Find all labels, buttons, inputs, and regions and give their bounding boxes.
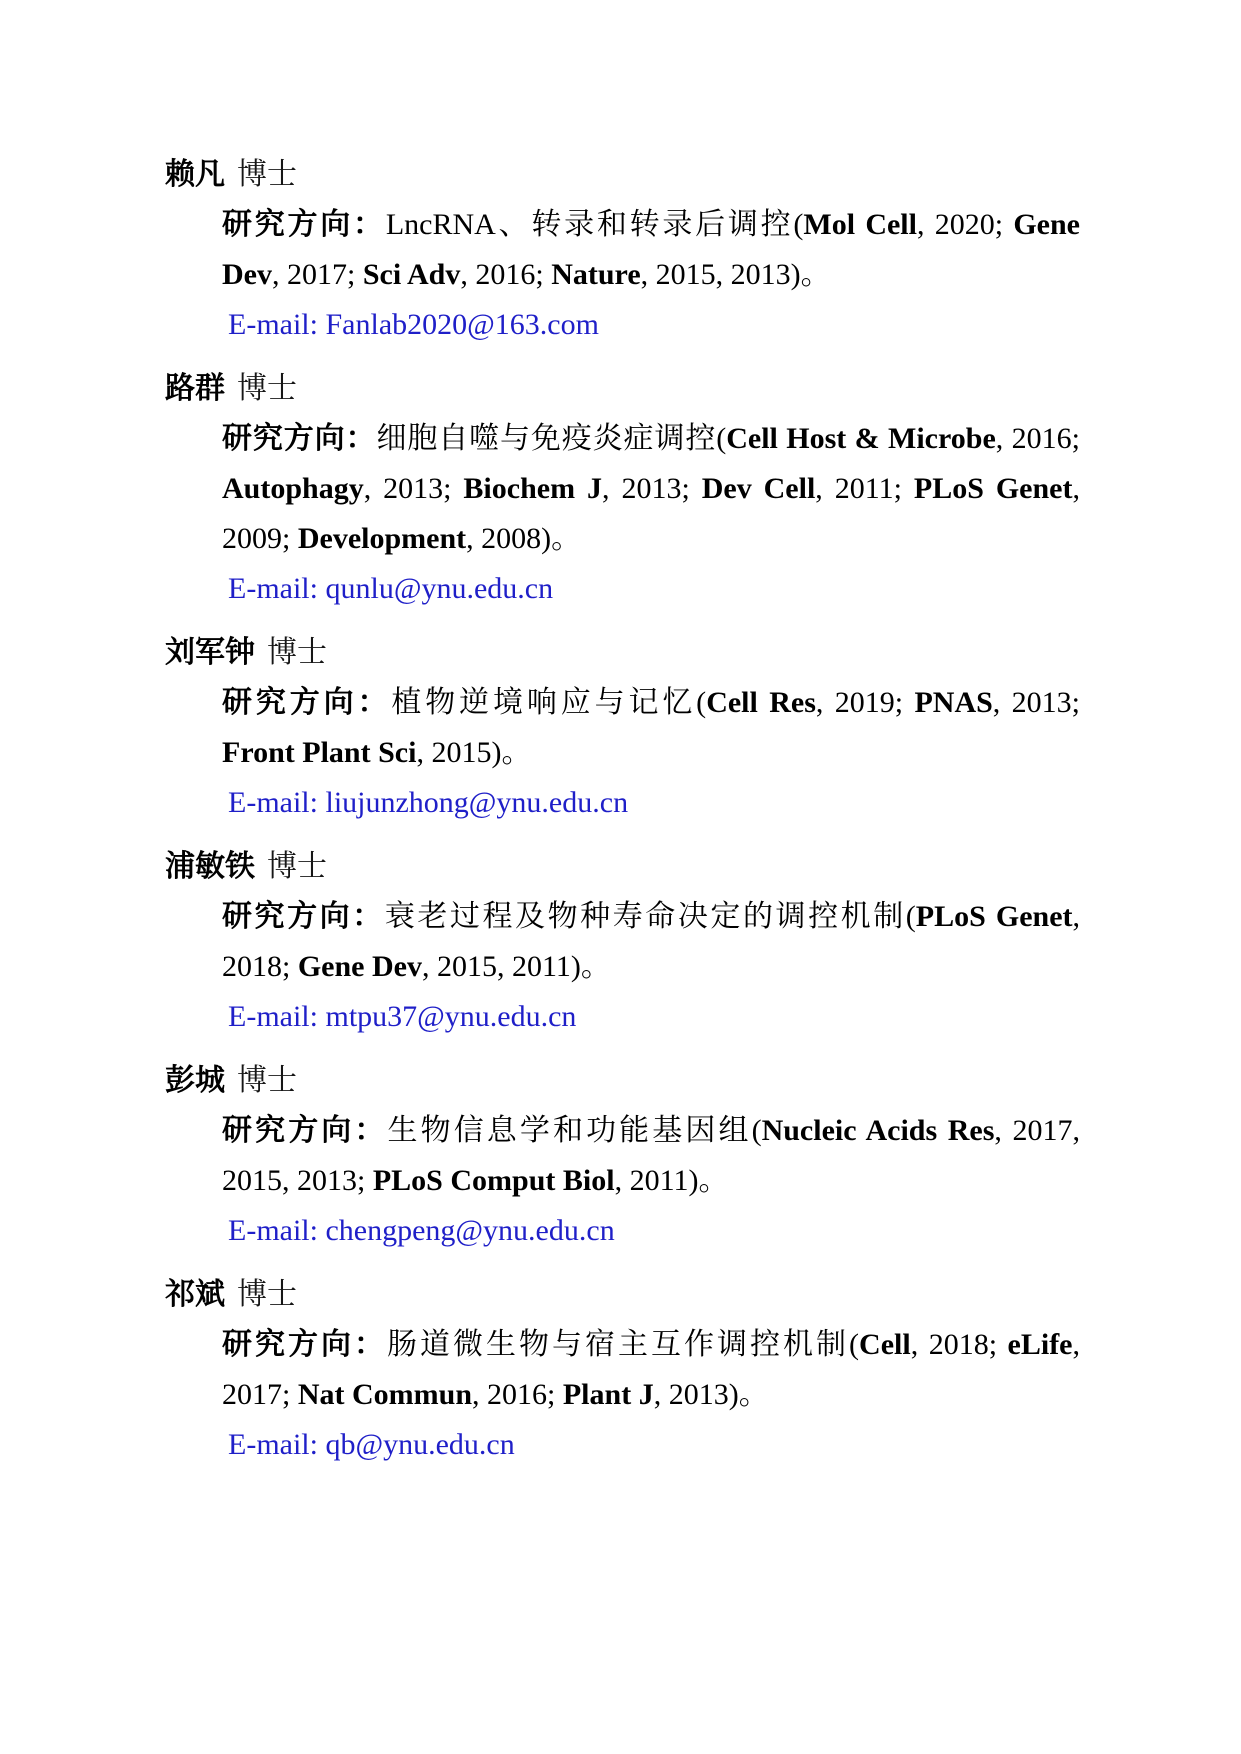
research-text-segment: , 2020; xyxy=(916,208,1014,241)
research-text-segment: , 2018; xyxy=(910,1328,1008,1361)
research-text-segment: , 2017, 2015, 2013; xyxy=(222,1114,1081,1197)
research-text-segment: , 2013; xyxy=(992,686,1081,719)
journal-name: Autophagy xyxy=(222,472,364,505)
research-direction-label: 研究方向： xyxy=(222,1328,388,1361)
member-email-line xyxy=(228,1420,1080,1470)
member-list xyxy=(165,150,1080,1470)
email-label: E-mail: xyxy=(228,572,326,605)
journal-name: Cell xyxy=(859,1328,911,1361)
member-doctor-title: 博士 xyxy=(237,1278,297,1311)
email-label: E-mail: xyxy=(228,1214,326,1247)
research-direction-label: 研究方向： xyxy=(222,422,377,455)
research-text-segment: , 2017; xyxy=(271,258,363,291)
journal-name: Cell Host & Microbe xyxy=(726,422,996,455)
journal-name: Nat Commun xyxy=(297,1378,473,1411)
journal-name: eLife xyxy=(1007,1328,1073,1361)
member-doctor-title: 博士 xyxy=(267,636,327,669)
journal-name: Biochem J xyxy=(463,472,603,505)
research-text-segment: , 2019; xyxy=(815,686,915,719)
member-email-line xyxy=(228,300,1080,350)
research-text-segment: , 2011; xyxy=(815,472,914,505)
member-entry xyxy=(165,1056,1080,1256)
email-label: E-mail: xyxy=(228,308,326,341)
email-label: E-mail: xyxy=(228,1428,326,1461)
journal-name: Sci Adv xyxy=(362,258,461,291)
member-doctor-title: 博士 xyxy=(237,1064,297,1097)
research-text-segment: , 2013)。 xyxy=(653,1378,769,1411)
member-name-line xyxy=(165,628,1080,678)
journal-name: Gene Dev xyxy=(297,950,422,983)
email-label: E-mail: xyxy=(228,786,326,819)
research-direction-label: 研究方向： xyxy=(222,686,392,719)
research-text-segment: 肠道微生物与宿主互作调控机制( xyxy=(387,1328,860,1361)
journal-name: PLoS Genet xyxy=(915,900,1073,933)
email-link[interactable]: qunlu@ynu.edu.cn xyxy=(325,572,554,605)
member-doctor-title: 博士 xyxy=(237,158,297,191)
member-name-line xyxy=(165,1056,1080,1106)
research-text-segment: , 2016; xyxy=(460,258,552,291)
email-label: E-mail: xyxy=(228,1000,326,1033)
research-direction-label: 研究方向： xyxy=(222,900,385,933)
member-research-paragraph xyxy=(222,1106,1080,1206)
member-name: 刘军钟 xyxy=(165,636,255,669)
member-entry xyxy=(165,1270,1080,1470)
member-entry xyxy=(165,364,1080,614)
journal-name: Plant J xyxy=(562,1378,654,1411)
research-text-segment: , 2015, 2013)。 xyxy=(640,258,831,291)
journal-name: PNAS xyxy=(914,686,993,719)
journal-name: Nature xyxy=(551,258,641,291)
member-entry xyxy=(165,628,1080,828)
email-link[interactable]: qb@ynu.edu.cn xyxy=(325,1428,515,1461)
research-text-segment: , 2008)。 xyxy=(466,522,582,555)
research-direction-label: 研究方向： xyxy=(222,1114,388,1147)
member-research-paragraph xyxy=(222,1320,1080,1420)
research-text-segment: , 2016; xyxy=(995,422,1080,455)
member-research-paragraph xyxy=(222,678,1080,778)
member-email-line xyxy=(228,1206,1080,1256)
email-link[interactable]: chengpeng@ynu.edu.cn xyxy=(325,1214,615,1247)
member-name: 祁斌 xyxy=(165,1278,225,1311)
journal-name: Mol Cell xyxy=(803,208,917,241)
journal-name: Gene Dev xyxy=(222,208,1080,291)
research-text-segment: LncRNA、转录和转录后调控( xyxy=(385,208,804,241)
member-research-paragraph xyxy=(222,200,1080,300)
member-doctor-title: 博士 xyxy=(267,850,327,883)
journal-name: PLoS Comput Biol xyxy=(372,1164,615,1197)
research-text-segment: , 2015)。 xyxy=(416,736,532,769)
member-email-line xyxy=(228,564,1080,614)
research-text-segment: , 2017; xyxy=(222,1328,1080,1411)
member-research-paragraph xyxy=(222,892,1080,992)
research-text-segment: 衰老过程及物种寿命决定的调控机制( xyxy=(384,900,916,933)
member-entry xyxy=(165,842,1080,1042)
member-name-line xyxy=(165,1270,1080,1320)
email-link[interactable]: mtpu37@ynu.edu.cn xyxy=(325,1000,577,1033)
research-text-segment: 生物信息学和功能基因组( xyxy=(387,1114,762,1147)
journal-name: Cell Res xyxy=(706,686,816,719)
member-name-line xyxy=(165,150,1080,200)
research-direction-label: 研究方向： xyxy=(222,208,386,241)
journal-name: Front Plant Sci xyxy=(222,736,417,769)
member-research-paragraph xyxy=(222,414,1080,564)
research-text-segment: , 2015, 2011)。 xyxy=(421,950,611,983)
member-email-line xyxy=(228,778,1080,828)
research-text-segment: , 2009; xyxy=(222,472,1080,555)
member-doctor-title: 博士 xyxy=(237,372,297,405)
email-link[interactable]: Fanlab2020@163.com xyxy=(325,308,599,341)
research-text-segment: , 2013; xyxy=(602,472,702,505)
research-text-segment: , 2011)。 xyxy=(614,1164,729,1197)
journal-name: PLoS Genet xyxy=(913,472,1073,505)
member-name: 路群 xyxy=(165,372,225,405)
member-entry xyxy=(165,150,1080,350)
journal-name: Nucleic Acids Res xyxy=(761,1114,995,1147)
research-text-segment: , 2018; xyxy=(222,900,1081,983)
journal-name: Development xyxy=(297,522,467,555)
member-name: 彭城 xyxy=(165,1064,225,1097)
research-text-segment: , 2016; xyxy=(472,1378,563,1411)
member-name: 赖凡 xyxy=(165,158,225,191)
research-text-segment: 植物逆境响应与记忆( xyxy=(391,686,707,719)
member-name: 浦敏铁 xyxy=(165,850,255,883)
member-name-line xyxy=(165,364,1080,414)
research-text-segment: , 2013; xyxy=(363,472,464,505)
member-email-line xyxy=(228,992,1080,1042)
email-link[interactable]: liujunzhong@ynu.edu.cn xyxy=(325,786,629,819)
journal-name: Dev Cell xyxy=(701,472,816,505)
research-text-segment: 细胞自噬与免疫炎症调控( xyxy=(376,422,727,455)
member-name-line xyxy=(165,842,1080,892)
